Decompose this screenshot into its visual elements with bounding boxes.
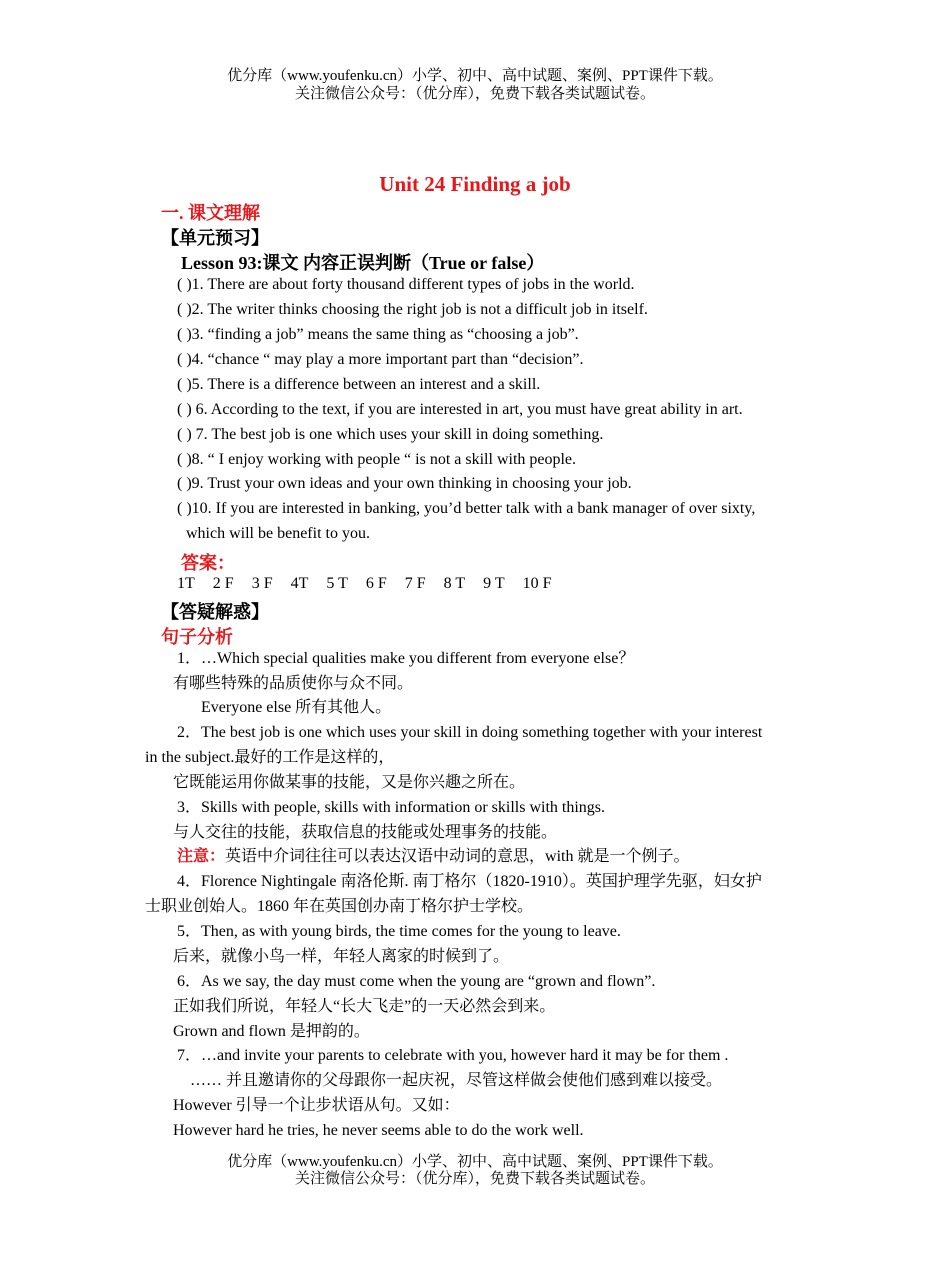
analysis-5-cn: 后来，就像小鸟一样，年轻人离家的时候到了。 bbox=[173, 948, 510, 965]
analysis-5: 5．Then, as with young birds, the time comes for the young to leave. bbox=[177, 923, 621, 940]
analysis-4b: 士职业创始人。1860 年在英国创办南丁格尔护士学校。 bbox=[145, 898, 534, 915]
analysis-2b: in the subject.最好的工作是这样的， bbox=[145, 749, 395, 766]
analysis-3: 3．Skills with people, skills with information or skills with things. bbox=[177, 799, 606, 816]
answer-item: 10 F bbox=[522, 575, 552, 592]
analysis-7-example: However hard he tries, he never seems able to do the work well. bbox=[173, 1122, 584, 1139]
footer-line-2: 关注微信公众号：（优分库），免费下载各类试题试卷。 bbox=[294, 1171, 655, 1187]
qa-heading: 【答疑解惑】 bbox=[161, 602, 269, 622]
question-7: ( ) 7. The best job is one which uses your skill in doing something. bbox=[177, 426, 604, 443]
question-4: ( )4. “chance “ may play a more important part than “decision”. bbox=[177, 351, 584, 368]
note-label: 注意： bbox=[177, 848, 226, 865]
answer-item: 6 F bbox=[365, 575, 387, 592]
analysis-6-cn: 正如我们所说，年轻人“长大飞走”的一天必然会到来。 bbox=[173, 998, 556, 1015]
answer-item: 3 F bbox=[251, 575, 273, 592]
analysis-6-note: Grown and flown 是押韵的。 bbox=[173, 1023, 370, 1040]
question-10: ( )10. If you are interested in banking, you’d better talk with a bank manager of over sixty, bbox=[177, 500, 756, 517]
analysis-6: 6．As we say, the day must come when the young are “grown and flown”. bbox=[177, 973, 656, 990]
analysis-7: 7．…and invite your parents to celebrate with you, however hard it may be for them . bbox=[177, 1047, 729, 1064]
analysis-1-cn: 有哪些特殊的品质使你与众不同。 bbox=[173, 675, 414, 692]
question-3: ( )3. “finding a job” means the same thing as “choosing a job”. bbox=[177, 326, 579, 343]
preview-heading: 【单元预习】 bbox=[161, 228, 269, 248]
section-heading: 一. 课文理解 bbox=[161, 203, 260, 223]
question-2: ( )2. The writer thinks choosing the right job is not a difficult job in itself. bbox=[177, 301, 648, 318]
analysis-1: 1．…Which special qualities make you different from everyone else？ bbox=[177, 650, 635, 667]
analysis-2a: 2．The best job is one which uses your skill in doing something together with your interest bbox=[177, 724, 763, 741]
answer-item: 8 T bbox=[443, 575, 466, 592]
question-9: ( )9. Trust your own ideas and your own thinking in choosing your job. bbox=[177, 475, 632, 492]
analysis-4a: 4．Florence Nightingale 南洛伦斯. 南丁格尔（1820-1910）。英国护理学先驱，妇女护 bbox=[177, 873, 762, 890]
lesson-heading: Lesson 93:课文 内容正误判断（True or false） bbox=[181, 253, 545, 273]
answer-row bbox=[177, 574, 570, 594]
question-6: ( ) 6. According to the text, if you are interested in art, you must have great ability in art. bbox=[177, 401, 743, 418]
page-title: Unit 24 Finding a job bbox=[379, 172, 571, 196]
analysis-7-note: However 引导一个让步状语从句。又如： bbox=[173, 1097, 460, 1114]
analysis-1-note: Everyone else 所有其他人。 bbox=[201, 699, 392, 716]
analysis-2-cn: 它既能运用你做某事的技能，又是你兴趣之所在。 bbox=[173, 774, 526, 791]
answer-item: 7 F bbox=[404, 575, 426, 592]
question-10-continued: which will be benefit to you. bbox=[186, 525, 370, 542]
note-line bbox=[177, 847, 689, 867]
question-1: ( )1. There are about forty thousand different types of jobs in the world. bbox=[177, 276, 635, 293]
answer-item: 4T bbox=[290, 575, 309, 592]
answer-item: 5 T bbox=[326, 575, 348, 592]
footer-line-1: 优分库（www.youfenku.cn）小学、初中、高中试题、案例、PPT课件下载。 bbox=[227, 1154, 723, 1170]
question-5: ( )5. There is a difference between an interest and a skill. bbox=[177, 376, 541, 393]
analysis-7-cn: …… 并且邀请你的父母跟你一起庆祝，尽管这样做会使他们感到难以接受。 bbox=[190, 1072, 723, 1089]
header-line-2: 关注微信公众号：（优分库），免费下载各类试题试卷。 bbox=[294, 86, 655, 102]
header-line-1: 优分库（www.youfenku.cn）小学、初中、高中试题、案例、PPT课件下载。 bbox=[227, 68, 723, 84]
answer-item: 2 F bbox=[212, 575, 234, 592]
answer-item: 9 T bbox=[483, 575, 505, 592]
answer-label: 答案： bbox=[181, 553, 235, 573]
answer-item: 1T bbox=[177, 575, 195, 592]
analysis-heading: 句子分析 bbox=[161, 627, 233, 647]
question-8: ( )8. “ I enjoy working with people “ is not a skill with people. bbox=[177, 451, 577, 468]
note-text: 英语中介词往往可以表达汉语中动词的意思，with 就是一个例子。 bbox=[225, 848, 690, 865]
analysis-3-cn: 与人交往的技能，获取信息的技能或处理事务的技能。 bbox=[173, 824, 558, 841]
